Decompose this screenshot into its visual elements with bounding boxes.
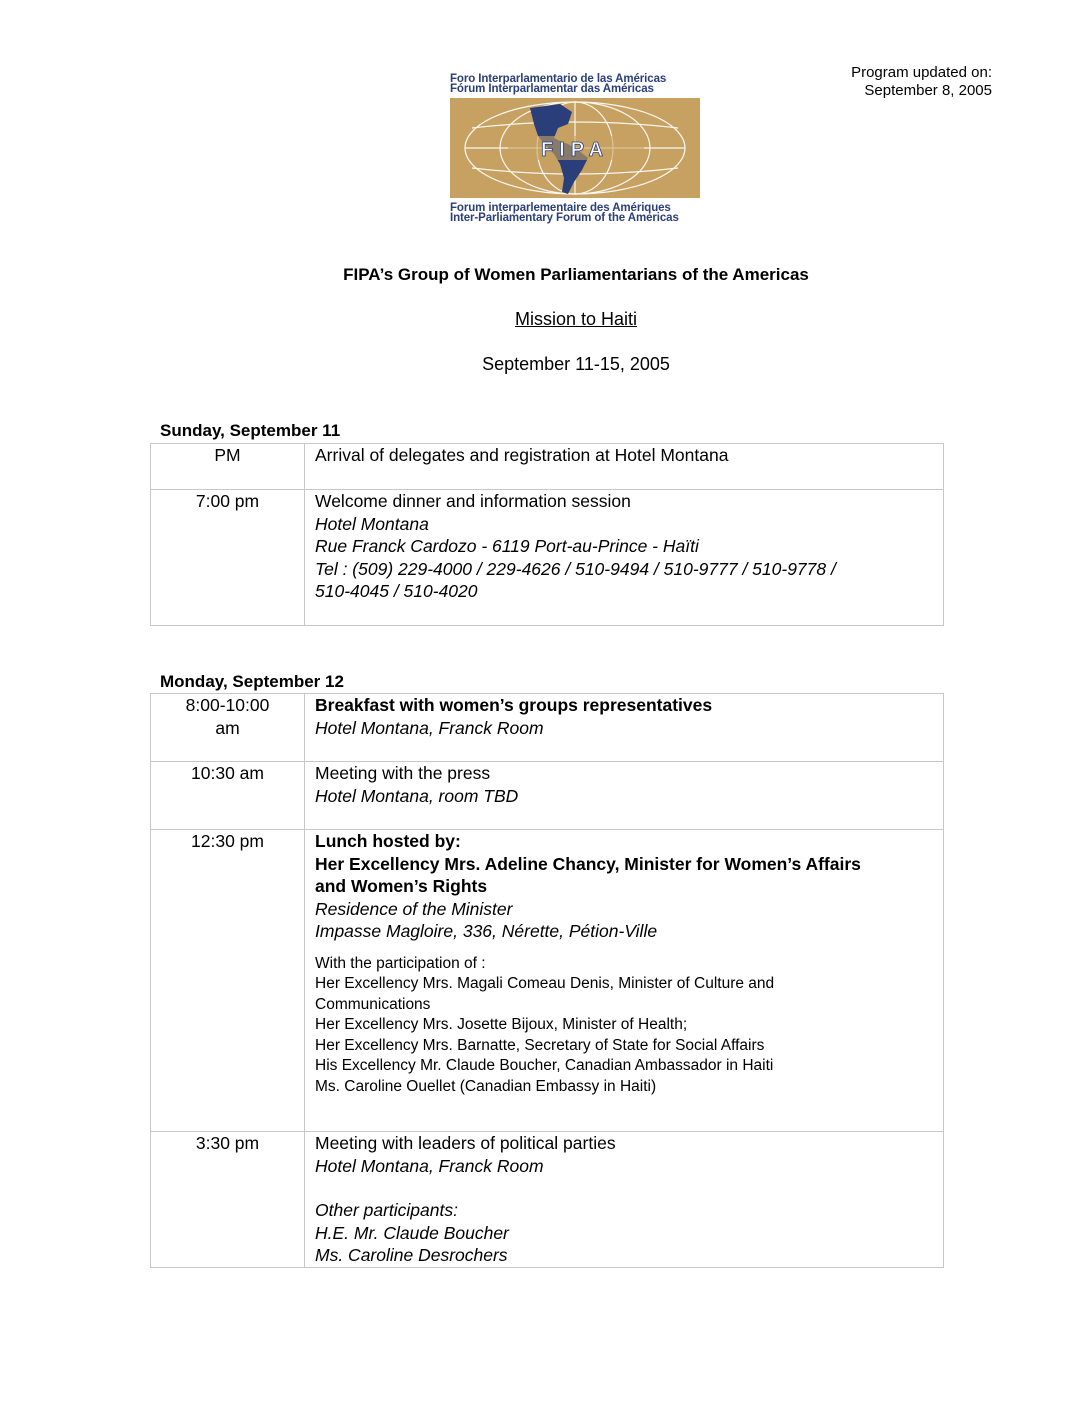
event-title: Lunch hosted by: xyxy=(315,831,461,851)
event-host-continued: and Women’s Rights xyxy=(315,876,488,896)
logo-text-portuguese: Fórum Interparlamentar das Américas xyxy=(450,83,654,95)
spacer xyxy=(315,1177,937,1199)
logo-text-english: Inter-Parliamentary Forum of the Americas xyxy=(450,212,679,224)
table-row xyxy=(151,694,944,762)
description-cell xyxy=(305,762,944,830)
description-cell xyxy=(305,490,944,626)
event-location: Hotel Montana xyxy=(315,513,429,534)
participant-item: Her Excellency Mrs. Josette Bijoux, Minister of Health; xyxy=(315,1016,688,1033)
event-location: Hotel Montana, Franck Room xyxy=(315,717,544,738)
time-start: 8:00-10:00 xyxy=(185,695,270,715)
logo-fipa-text: FIPA xyxy=(540,139,610,161)
event-location: Residence of the Minister xyxy=(315,898,513,919)
event-phone-continued: 510-4045 / 510-4020 xyxy=(315,581,478,601)
globe-icon xyxy=(450,98,700,198)
event-title: Welcome dinner and information session xyxy=(315,491,631,511)
mission-title: Mission to Haiti xyxy=(514,309,638,329)
day-heading-monday: Monday, September 12 xyxy=(160,672,344,691)
schedule-table-sunday xyxy=(150,443,944,626)
table-row xyxy=(151,762,944,830)
participant-item: Ms. Caroline Desrochers xyxy=(315,1245,508,1265)
logo-text-french: Forum interparlementaire des Amériques xyxy=(450,202,671,214)
event-title: Meeting with leaders of political parties xyxy=(315,1133,616,1153)
other-participants-label: Other participants: xyxy=(315,1200,458,1220)
participant-item: Communications xyxy=(315,995,431,1013)
time-cell xyxy=(151,694,305,762)
updated-label: Program updated on: xyxy=(851,64,992,81)
event-address: Impasse Magloire, 336, Nérette, Pétion-Ville xyxy=(315,921,658,941)
participant-item: Ms. Caroline Ouellet (Canadian Embassy in Haiti) xyxy=(315,1077,657,1095)
document-title: FIPA’s Group of Women Parliamentarians of the Americas xyxy=(343,265,809,284)
program-updated-note xyxy=(851,64,992,100)
table-row xyxy=(151,444,944,490)
participant-item: His Excellency Mr. Claude Boucher, Canadian Ambassador in Haiti xyxy=(315,1057,774,1074)
schedule-table-monday xyxy=(150,693,944,1268)
time-suffix: am xyxy=(215,717,240,738)
participant-item: Her Excellency Mrs. Barnatte, Secretary of State for Social Affairs xyxy=(315,1036,765,1054)
time-cell: 3:30 pm xyxy=(151,1132,305,1268)
event-address: Rue Franck Cardozo - 6119 Port-au-Prince - Haïti xyxy=(315,536,699,556)
logo-text-spanish: Foro Interparlamentario de las Américas xyxy=(450,73,667,85)
time-cell: PM xyxy=(151,444,305,490)
updated-date: September 8, 2005 xyxy=(864,82,992,99)
table-row xyxy=(151,490,944,626)
day-heading-sunday: Sunday, September 11 xyxy=(160,421,341,440)
participants-list xyxy=(315,954,937,1098)
event-host: Her Excellency Mrs. Adeline Chancy, Minister for Women’s Affairs xyxy=(315,853,861,874)
event-title: Arrival of delegates and registration at Hotel Montana xyxy=(315,445,729,465)
description-cell xyxy=(305,1132,944,1268)
event-title: Breakfast with women’s groups representatives xyxy=(315,695,713,715)
time-cell: 12:30 pm xyxy=(151,830,305,1132)
participant-item: H.E. Mr. Claude Boucher xyxy=(315,1222,509,1243)
time-cell: 10:30 am xyxy=(151,762,305,830)
logo-globe-emblem xyxy=(450,98,700,198)
description-cell xyxy=(305,694,944,762)
event-phone: Tel : (509) 229-4000 / 229-4626 / 510-9494 / 510-9777 / 510-9778 / xyxy=(315,558,836,579)
description-cell xyxy=(305,444,944,490)
event-location: Hotel Montana, room TBD xyxy=(315,785,519,806)
event-location: Hotel Montana, Franck Room xyxy=(315,1155,544,1176)
participant-item: Her Excellency Mrs. Magali Comeau Denis, Minister of Culture and xyxy=(315,975,775,992)
event-title: Meeting with the press xyxy=(315,763,491,783)
table-row xyxy=(151,1132,944,1268)
mission-dates: September 11-15, 2005 xyxy=(482,354,670,374)
time-cell: 7:00 pm xyxy=(151,490,305,626)
fipa-logo xyxy=(450,74,700,223)
participants-intro: With the participation of : xyxy=(315,954,486,972)
table-row xyxy=(151,830,944,1132)
description-cell xyxy=(305,830,944,1132)
